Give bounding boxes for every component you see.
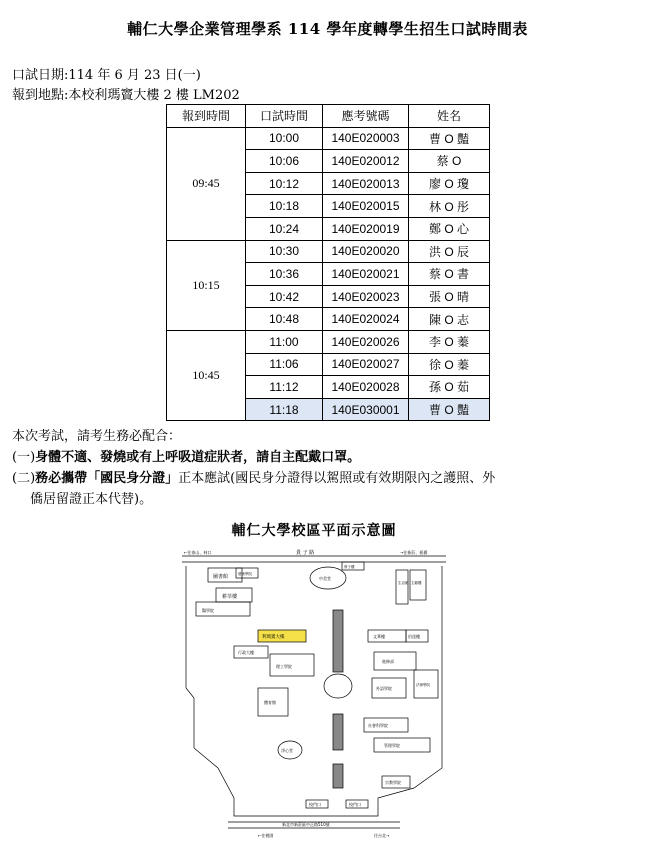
- note-item-2: [12, 468, 642, 489]
- cell-exam-number: 140E020028: [323, 376, 409, 399]
- cell-name: 蔡 O 書: [409, 263, 490, 286]
- note-item-1-prefix: (一): [12, 450, 36, 465]
- cell-interview-time: 10:06: [246, 150, 323, 173]
- cell-interview-time: 10:00: [246, 127, 323, 150]
- map-gate-1-label: 校門口: [309, 802, 321, 807]
- cell-exam-number: 140E020019: [323, 217, 409, 240]
- campus-map: [178, 518, 450, 846]
- map-central-walk-2: [333, 714, 343, 750]
- map-science-label: 理工學院: [276, 664, 292, 669]
- cell-exam-number: 140E020027: [323, 353, 409, 376]
- table-row: [167, 127, 490, 150]
- note-item-2-rest: 正本應試(國民身分證得以駕照或有效期限內之護照、外: [178, 471, 496, 486]
- cell-name: 曹 O 豔: [409, 398, 490, 421]
- map-road-top-left: ←往泰山、林口: [184, 550, 212, 555]
- map-medical-label: 醫學院: [202, 608, 214, 613]
- map-campus-boundary: [186, 566, 442, 816]
- map-wenhua-label: 文華樓: [373, 634, 385, 639]
- note-item-1: [12, 447, 642, 468]
- map-mgmt-label: 管理學院: [384, 743, 400, 748]
- map-building-mgmt: [374, 738, 430, 752]
- schedule-table: [166, 104, 490, 421]
- cell-exam-number: 140E020021: [323, 263, 409, 286]
- map-road-top: 貴 子 路: [296, 550, 315, 556]
- cell-interview-time: 10:42: [246, 285, 323, 308]
- cell-name: 李 O 蓁: [409, 330, 490, 353]
- map-building-tianzhu: [410, 570, 426, 600]
- header-name: 姓名: [409, 105, 490, 128]
- cell-name: 蔡 O: [409, 150, 490, 173]
- cell-name: 林 O 彤: [409, 195, 490, 218]
- cell-interview-time: 11:12: [246, 376, 323, 399]
- map-road-bottom-right: 往台北→: [374, 833, 390, 838]
- map-road-bottom-left: ←往桃園: [258, 833, 274, 838]
- map-nursing-label: 耕莘樓: [222, 594, 238, 600]
- map-church-label: 淨心堂: [281, 748, 293, 753]
- cell-report-time: 09:45: [167, 127, 246, 240]
- cell-name: 曹 O 豔: [409, 127, 490, 150]
- header-interview-time: 口試時間: [246, 105, 323, 128]
- note-item-2-cont: 僑居留證正本代替)。: [30, 492, 153, 507]
- exam-date: 口試日期:114 年 6 月 23 日(一): [12, 68, 201, 83]
- cell-interview-time: 10:18: [246, 195, 323, 218]
- map-building-xuesi: [374, 652, 416, 670]
- cell-exam-number: 140E020024: [323, 308, 409, 331]
- map-social-label: 社會科學院: [368, 723, 388, 728]
- map-law-label: 法律學院: [416, 683, 430, 687]
- cell-exam-number: 140E020012: [323, 150, 409, 173]
- cell-report-time: 10:45: [167, 330, 246, 420]
- notes-section: [12, 426, 642, 510]
- map-road-bottom: 新北市新莊區中正路510號: [282, 822, 330, 827]
- table-row: [167, 240, 490, 263]
- cell-exam-number: 140E020013: [323, 172, 409, 195]
- cell-exam-number: 140E020020: [323, 240, 409, 263]
- map-library-label: 圖書館: [213, 574, 229, 580]
- cell-name: 張 O 晴: [409, 285, 490, 308]
- cell-exam-number: 140E030001: [323, 398, 409, 421]
- cell-interview-time: 10:24: [246, 217, 323, 240]
- table-header-row: [167, 105, 490, 128]
- map-lm-label: 利瑪竇大樓: [262, 635, 285, 640]
- cell-interview-time: 11:18: [246, 398, 323, 421]
- map-central-circle: [324, 674, 352, 698]
- cell-exam-number: 140E020026: [323, 330, 409, 353]
- map-xingzheng-label: 行政大樓: [238, 650, 254, 655]
- map-tianzhu-label: 主顧樓: [411, 581, 422, 585]
- page-title: 輔仁大學企業管理學系 114 學年度轉學生招生口試時間表: [127, 20, 528, 38]
- note-item-2-bold: 務必攜帶「國民身分證」: [35, 471, 179, 486]
- map-central-walk-3: [333, 764, 343, 788]
- cell-report-time: 10:15: [167, 240, 246, 330]
- exam-location: 報到地點:本校利瑪竇大樓 2 樓 LM202: [12, 88, 240, 103]
- note-item-2-prefix: (二): [12, 471, 36, 486]
- header-exam-number: 應考號碼: [323, 105, 409, 128]
- map-shenghuo-label: 生活館: [398, 581, 409, 585]
- cell-name: 鄭 O 心: [409, 217, 490, 240]
- map-jiaoyu-label: 宗教學院: [385, 780, 401, 785]
- cell-interview-time: 10:48: [246, 308, 323, 331]
- map-gate-2-label: 校門口: [349, 802, 361, 807]
- notes-intro: 本次考試，請考生務必配合：: [12, 429, 182, 444]
- map-title: 輔仁大學校區平面示意圖: [231, 523, 397, 539]
- cell-interview-time: 10:36: [246, 263, 323, 286]
- note-item-1-text: 身體不適、發燒或有上呼吸道症狀者，請自主配戴口罩。: [35, 450, 361, 465]
- cell-name: 孫 O 茹: [409, 376, 490, 399]
- map-guizi-label: 貴子樓: [344, 565, 355, 569]
- cell-interview-time: 10:30: [246, 240, 323, 263]
- map-xuesi-label: 進修部: [382, 659, 394, 664]
- map-art-label: 藝術學院: [238, 572, 252, 576]
- cell-name: 陳 O 志: [409, 308, 490, 331]
- cell-exam-number: 140E020023: [323, 285, 409, 308]
- map-central-walk-1: [333, 610, 343, 672]
- cell-interview-time: 11:06: [246, 353, 323, 376]
- cell-name: 洪 O 辰: [409, 240, 490, 263]
- cell-name: 廖 O 瓊: [409, 172, 490, 195]
- cell-interview-time: 11:00: [246, 330, 323, 353]
- map-building-shenghuo: [396, 570, 408, 604]
- cell-exam-number: 140E020015: [323, 195, 409, 218]
- map-zhongmei-label: 中美堂: [319, 576, 331, 581]
- map-foreign-label: 外語學院: [376, 686, 392, 691]
- cell-interview-time: 10:12: [246, 172, 323, 195]
- map-road-top-right: →往新莊、板橋: [400, 550, 428, 555]
- header-report-time: 報到時間: [167, 105, 246, 128]
- cell-name: 徐 O 蓁: [409, 353, 490, 376]
- map-yixin-label: 伯達樓: [408, 634, 420, 639]
- cell-exam-number: 140E020003: [323, 127, 409, 150]
- map-gym-label: 體育館: [264, 700, 276, 705]
- table-row: [167, 330, 490, 353]
